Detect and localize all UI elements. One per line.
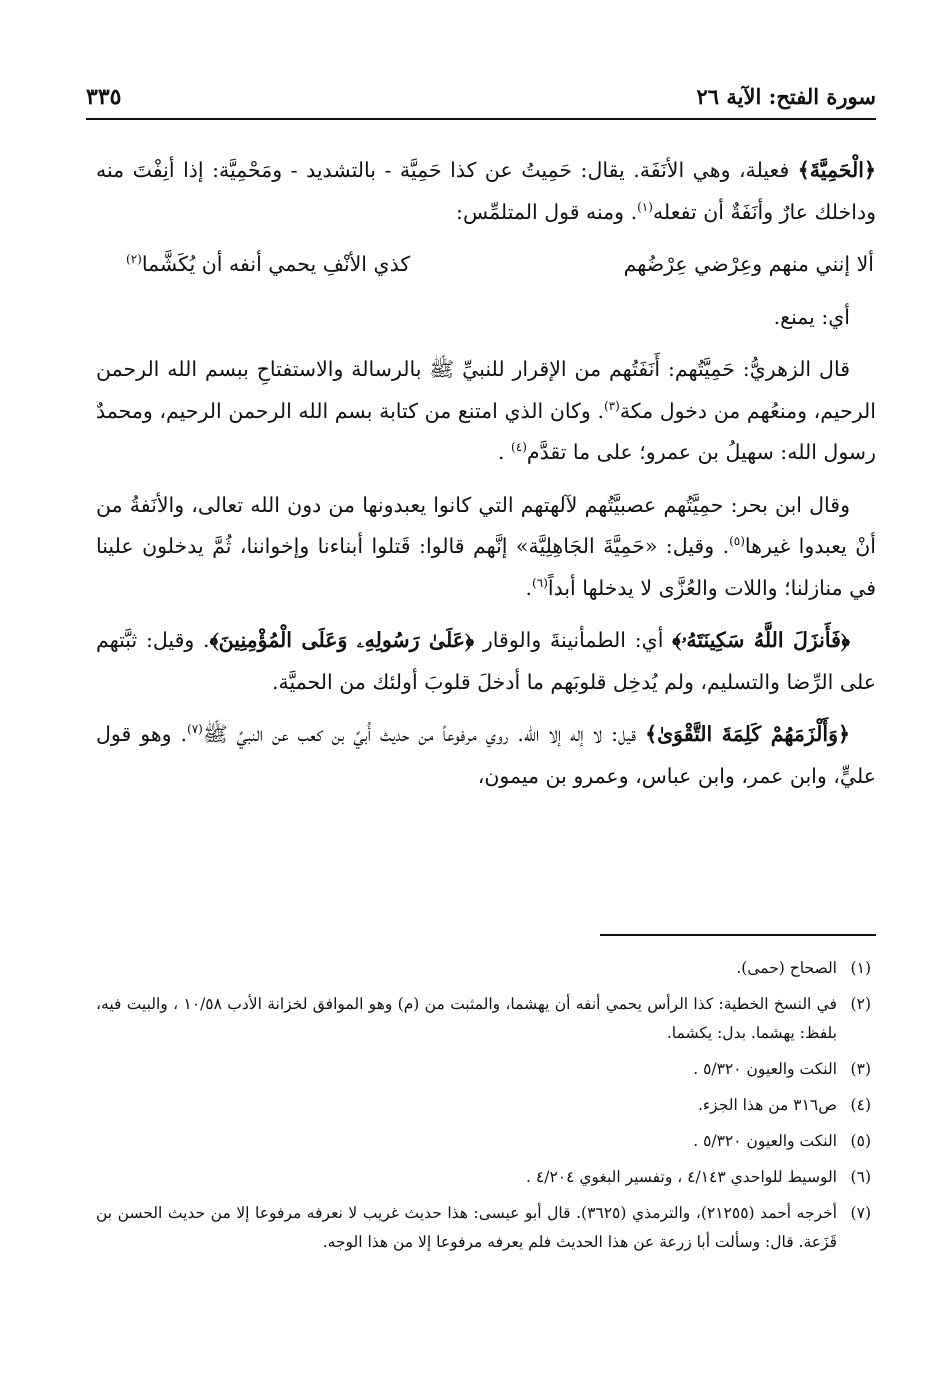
footnote-divider bbox=[600, 934, 876, 936]
footnote-ref: (٢) bbox=[126, 252, 142, 267]
main-text bbox=[96, 150, 876, 808]
page-header bbox=[86, 84, 876, 120]
footnote-ref: (٤) bbox=[511, 440, 527, 455]
paragraph-text: . وقيل: «حَمِيَّةَ الجَاهِلِيَّة» إنَّهم قالوا: قَتلوا أبناءنا وإخواننا، ثُمَّ يدخلون علينا في منازلنا؛ واللات والعُزَّى لا يدخلها أبداً bbox=[96, 534, 876, 600]
paragraph-text: أي: الطمأنينةَ والوقار bbox=[474, 628, 673, 652]
paragraph-6 bbox=[96, 714, 876, 797]
footnote-number: (١) bbox=[850, 959, 871, 977]
footnote-number: (٣) bbox=[850, 1060, 871, 1078]
footnote-ref: (١) bbox=[637, 199, 653, 214]
paragraph-text: . ومنه قول المتلمِّس: bbox=[456, 199, 638, 224]
poetry-verse bbox=[96, 244, 876, 286]
footnote-item bbox=[96, 1127, 871, 1156]
quran-quote: ﴿وَأَلْزَمَهُمْ كَلِمَةَ التَّقْوَىٰ﴾ bbox=[645, 722, 850, 746]
paragraph-text: . وهو قول عليٍّ، وابن عمر، وابن عباس، وعمرو بن ميمون، bbox=[96, 722, 876, 788]
footnote-number: (٦) bbox=[850, 1168, 871, 1186]
paragraph-text: . وقيل: ثبَّتهم على الرِّضا والتسليم، ولم يُدخِل قلوبَهم ما أدخلَ قلوبَ أولئك من الحميَّة. bbox=[96, 628, 876, 694]
page-number: ٣٣٥ bbox=[86, 84, 122, 110]
footnote-number: (٧) bbox=[850, 1204, 871, 1222]
footnote-item bbox=[96, 1091, 871, 1120]
paragraph-text: فعيلة، وهي الأنَفَة. يقال: حَمِيتُ عن كذا حَمِيَّة - بالتشديد - ومَحْمِيَّة: إذا أنِفْتَ منه وداخلك عارٌ وأنَفَةٌ أن تفعله bbox=[96, 158, 876, 224]
footnote-ref: (٥) bbox=[729, 534, 745, 549]
footnote-number: (٥) bbox=[850, 1132, 871, 1150]
paragraph-1 bbox=[96, 150, 876, 233]
footnote-ref: (٦) bbox=[532, 575, 548, 590]
paragraph-4 bbox=[96, 485, 876, 610]
running-title: سورة الفتح: الآية ٢٦ bbox=[696, 84, 876, 109]
verse-second-hemistich: كذي الأنْفِ يحمي أنفه أن يُكَشَّما$^{(٢)}$ bbox=[126, 252, 411, 276]
verse-first-hemistich: ألا إنني منهم وعِرْضي عِرْضُهم bbox=[623, 252, 874, 276]
paragraph-3 bbox=[96, 349, 876, 474]
paragraph-text: قيل: لا إله إلا الله. روي مرفوعاً من حديث أُبيِّ بن كعب عن النبيِّ ﷺ bbox=[202, 722, 646, 746]
paragraph-5 bbox=[96, 620, 876, 703]
footnote-text: ص٣١٦ من هذا الجزء. bbox=[697, 1096, 837, 1114]
footnote-item bbox=[96, 1163, 871, 1192]
footnote-item bbox=[96, 1055, 871, 1084]
quran-quote: ﴿فَأَنزَلَ اللَّهُ سَكِينَتَهُۥ﴾ bbox=[672, 628, 850, 652]
footnote-text: النكت والعيون ٥/٣٢٠ . bbox=[693, 1132, 837, 1150]
footnotes bbox=[96, 954, 871, 1264]
footnote-text: الوسيط للواحدي ٤/١٤٣ ، وتفسير البغوي ٤/٢٠٤ . bbox=[526, 1168, 837, 1186]
footnote-item bbox=[96, 1199, 871, 1257]
quran-quote: ﴿الْحَمِيَّةَ﴾ bbox=[797, 158, 876, 182]
footnote-number: (٢) bbox=[850, 995, 871, 1013]
footnote-item bbox=[96, 990, 871, 1048]
footnote-text: أخرجه أحمد (٢١٢٥٥)، والترمذي (٣٦٢٥). قال أبو عيسى: هذا حديث غريب لا نعرفه مرفوعا إلا من حديث الحسن بن قَزَعة. قال: وسألت أبا زرعة عن هذا الحديث فلم يعرفه مرفوعا إلا من هذا الوجه. bbox=[96, 1204, 837, 1251]
paragraph-text: . bbox=[525, 575, 533, 600]
footnote-ref: (٣) bbox=[603, 398, 620, 413]
paragraph-text: وقال ابن بحر: حمِيَّتُهم عصبيَّتُهم لآلهتهم التي كانوا يعبدونها من دون الله تعالى، والأنَفةُ من أنْ يعبدوا غيرها bbox=[96, 492, 876, 558]
footnote-ref: (٧) bbox=[187, 722, 203, 737]
paragraph-text: . bbox=[498, 440, 512, 464]
footnote-text: في النسخ الخطية: كذا الرأس يحمي أنفه أن يهشما، والمثبت من (م) وهو الموافق لخزانة الأدب ١٠/٥٨ ، والبيت فيه، بلفظ: يهشما. بدل: يكشما. bbox=[96, 995, 837, 1042]
paragraph-text: . وكان الذي امتنع من كتابة بسم الله الرحمن الرحيم، ومحمدٌ رسول الله: سهيلُ بن عمرو؛ على ما تقدَّم bbox=[96, 398, 876, 464]
footnote-number: (٤) bbox=[850, 1096, 871, 1114]
quran-quote: ﴿عَلَىٰ رَسُولِهِۦ وَعَلَى الْمُؤْمِنِينَ﴾ bbox=[209, 628, 475, 652]
footnote-item bbox=[96, 954, 871, 983]
footnote-text: النكت والعيون ٥/٣٢٠ . bbox=[693, 1060, 837, 1078]
paragraph-2: أي: يمنع. bbox=[773, 304, 850, 329]
paragraph-text: قال الزهريُّ: حَمِيَّتُهم: أَنَفَتُهم من الإقرار للنبيِّ ﷺ بالرسالة والاستفتاحِ ببسم الله الرحمن الرحيم، ومنعُهم من دخول مكة bbox=[96, 357, 876, 423]
footnote-text: الصحاح (حمى). bbox=[736, 959, 837, 977]
